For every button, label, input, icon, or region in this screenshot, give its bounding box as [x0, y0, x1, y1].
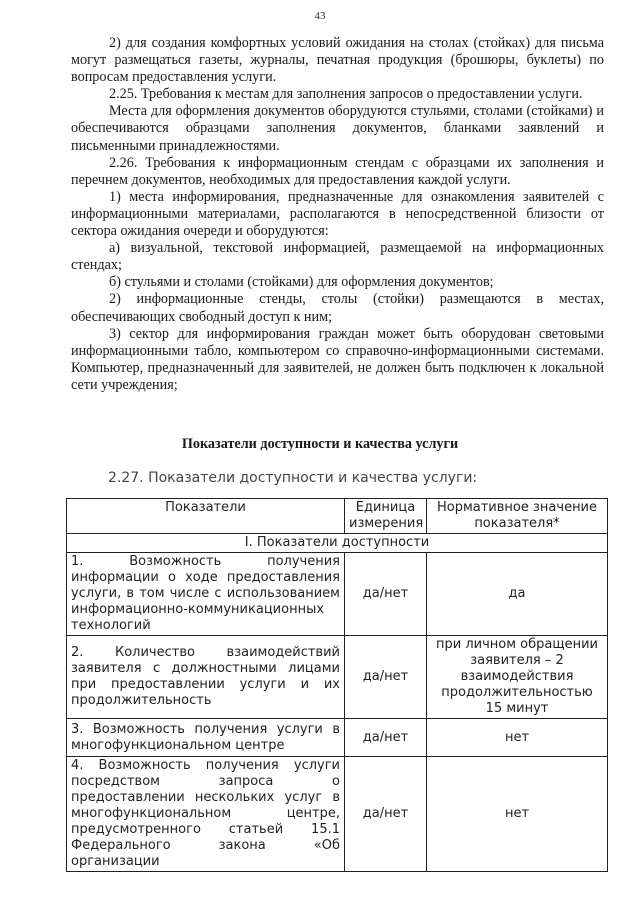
value-cell: нет	[427, 757, 608, 872]
paragraph: 2) информационные стенды, столы (стойки) размещаются в местах, обеспечивающих свободный доступ к ним;	[71, 291, 604, 325]
paragraph: 2.26. Требования к информационным стендам с образцами их заполнения и перечнем документов, необходимых для предоставления каждой услуги.	[71, 154, 604, 188]
value-cell: да	[427, 553, 608, 636]
indicator-cell: 4. Возможность получения услуги посредством запроса о предоставлении нескольких услуг в многофункциональном центре, предусмотренного статьей 15.1 Федерального закона «Об организации	[67, 757, 345, 872]
body-text	[71, 35, 604, 394]
table-row	[67, 719, 608, 757]
indicators-table	[66, 498, 608, 872]
unit-cell: да/нет	[345, 636, 427, 719]
table-group-row	[67, 534, 608, 553]
paragraph: Места для оформления документов оборудуются стульями, столами (стойками) и обеспечиваются образцами заполнения документов, бланками заявлений и письменными принадлежностями.	[71, 103, 604, 154]
unit-cell: да/нет	[345, 553, 427, 636]
header-unit: Единица измерения	[345, 499, 427, 534]
unit-cell: да/нет	[345, 757, 427, 872]
section-title: Показатели доступности и качества услуги	[181, 436, 459, 452]
header-indicators: Показатели	[67, 499, 345, 534]
paragraph: 2) для создания комфортных условий ожидания на столах (стойках) для письма могут размещаться газеты, журналы, печатная продукция (брошюры, буклеты) по вопросам предоставления услуги.	[71, 35, 604, 86]
table-header-row	[67, 499, 608, 534]
paragraph: 2.25. Требования к местам для заполнения запросов о предоставлении услуги.	[109, 86, 583, 103]
paragraph: б) стульями и столами (стойками) для оформления документов;	[109, 274, 494, 291]
group-title: I. Показатели доступности	[67, 534, 608, 553]
paragraph: а) визуальной, текстовой информацией, размещаемой на информационных стендах;	[71, 240, 604, 274]
page-number: 43	[314, 10, 326, 22]
value-cell: при личном обращении заявителя – 2 взаимодействия продолжительностью 15 минут	[427, 636, 608, 719]
unit-cell: да/нет	[345, 719, 427, 757]
paragraph: 1) места информирования, предназначенные для ознакомления заявителей с информационными материалами, располагаются в непосредственной близости от сектора ожидания очереди и оборудуются:	[71, 188, 604, 240]
table-row	[67, 757, 608, 872]
header-value: Нормативное значение показателя*	[427, 499, 608, 534]
paragraph: 3) сектор для информирования граждан может быть оборудован световыми информационными табло, компьютером со справочно-информационными системами. Компьютер, предназначенный для заявителей, не должен быть подключен к локальной сети учреждения;	[71, 325, 604, 393]
table-row	[67, 553, 608, 636]
indicator-cell: 1. Возможность получения информации о ходе предоставления услуги, в том числе с использованием информационно-коммуникационных технологий	[67, 553, 345, 636]
indicator-cell: 2. Количество взаимодействий заявителя с должностными лицами при предоставлении услуги и их продолжительность	[67, 636, 345, 719]
indicator-cell: 3. Возможность получения услуги в многофункциональном центре	[67, 719, 345, 757]
value-cell: нет	[427, 719, 608, 757]
table-intro: 2.27. Показатели доступности и качества услуги:	[108, 470, 478, 486]
table-row	[67, 636, 608, 719]
